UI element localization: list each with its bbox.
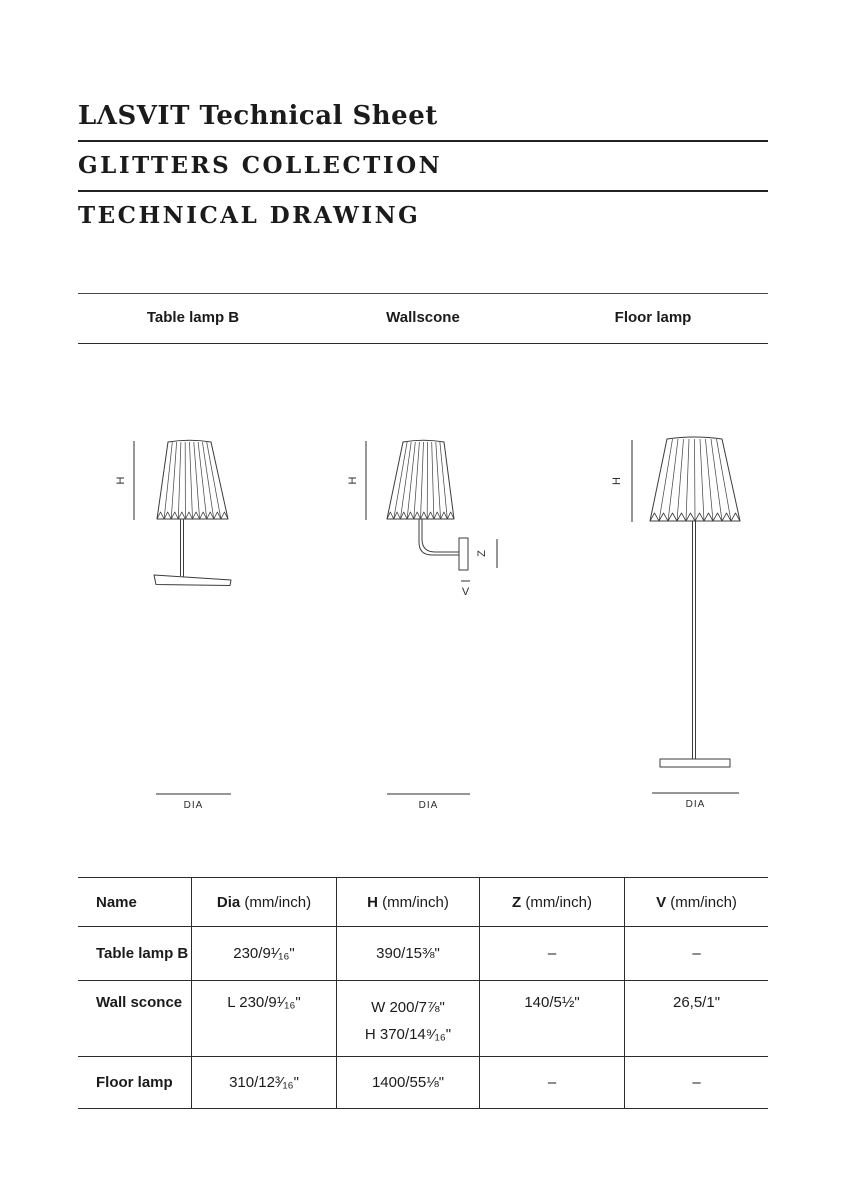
column-label-wallscone: Wallscone — [386, 309, 460, 326]
row-floor-lamp-h: 1400/55⅛" — [337, 1057, 480, 1108]
diameter-label: DIA — [183, 800, 204, 811]
row-floor-lamp-z: – — [480, 1057, 625, 1108]
diameter-label: DIA — [685, 799, 706, 810]
row-wall-sconce-v: 26,5/1" — [625, 981, 768, 1057]
lamp-stem — [181, 519, 184, 577]
spec-header-z — [480, 878, 625, 927]
row-wall-sconce-dia: L 230/9¹⁄₁₆" — [192, 981, 337, 1057]
row-wall-sconce-z: 140/5½" — [480, 981, 625, 1057]
row-table-lamp-v: – — [625, 927, 768, 981]
sconce-arm — [419, 519, 459, 555]
height-label: H — [347, 476, 359, 485]
row-wall-sconce-h — [337, 981, 480, 1057]
table-lamp-drawing — [115, 440, 231, 811]
header-bold: Z — [511, 893, 522, 911]
wall-sconce-drawing — [347, 440, 497, 811]
row-table-lamp-h: 390/15⅜" — [337, 927, 480, 981]
header-unit: (mm/inch) — [521, 893, 592, 911]
z-label: Z — [476, 550, 488, 557]
row-table-lamp-name: Table lamp B — [78, 927, 192, 981]
lamp-base — [660, 759, 730, 767]
row-floor-lamp-name: Floor lamp — [78, 1057, 192, 1108]
row-wall-sconce-h-height: H 370/14⁹⁄₁₆" — [364, 1026, 452, 1043]
spec-header-h — [337, 878, 480, 927]
row-floor-lamp-dia: 310/12³⁄₁₆" — [192, 1057, 337, 1108]
section-heading: TECHNICAL DRAWING — [78, 202, 421, 229]
divider — [78, 190, 768, 192]
header-bold: H — [367, 893, 378, 911]
lamp-stem — [693, 521, 696, 759]
row-table-lamp-z: – — [480, 927, 625, 981]
collection-heading: GLITTERS COLLECTION — [78, 152, 443, 179]
header-unit: (mm/inch) — [240, 893, 312, 911]
header-bold: Name — [96, 893, 137, 911]
header-bold: Dia — [216, 893, 241, 911]
floor-lamp-drawing — [611, 437, 740, 810]
spec-header-name — [78, 878, 192, 927]
row-wall-sconce-name: Wall sconce — [78, 981, 192, 1057]
drawing-column-header — [78, 293, 768, 344]
lamp-base — [154, 575, 231, 586]
spec-table — [78, 877, 768, 1109]
header-unit: (mm/inch) — [666, 893, 737, 911]
technical-drawings — [78, 420, 768, 820]
row-floor-lamp-v: – — [692, 1074, 701, 1091]
lampshade-outline — [387, 440, 454, 519]
header-unit: (mm/inch) — [378, 893, 449, 911]
divider — [78, 140, 768, 142]
column-label-floor-lamp: Floor lamp — [614, 309, 692, 326]
row-table-lamp-dia: 230/9¹⁄₁₆" — [192, 927, 337, 981]
height-label: H — [115, 476, 127, 485]
diameter-label: DIA — [418, 800, 439, 811]
spec-header-dia — [192, 878, 337, 927]
wall-mount-plate — [459, 538, 468, 570]
v-label: V — [461, 586, 470, 598]
lampshade-outline — [157, 440, 228, 519]
column-label-table-lamp: Table lamp B — [146, 309, 240, 326]
page-title: LΛSVIT Technical Sheet — [78, 101, 438, 131]
row-wall-sconce-h-width: W 200/7⅞" — [371, 999, 445, 1016]
height-label: H — [611, 477, 623, 485]
header-bold: V — [656, 893, 667, 911]
spec-header-v — [625, 878, 768, 927]
